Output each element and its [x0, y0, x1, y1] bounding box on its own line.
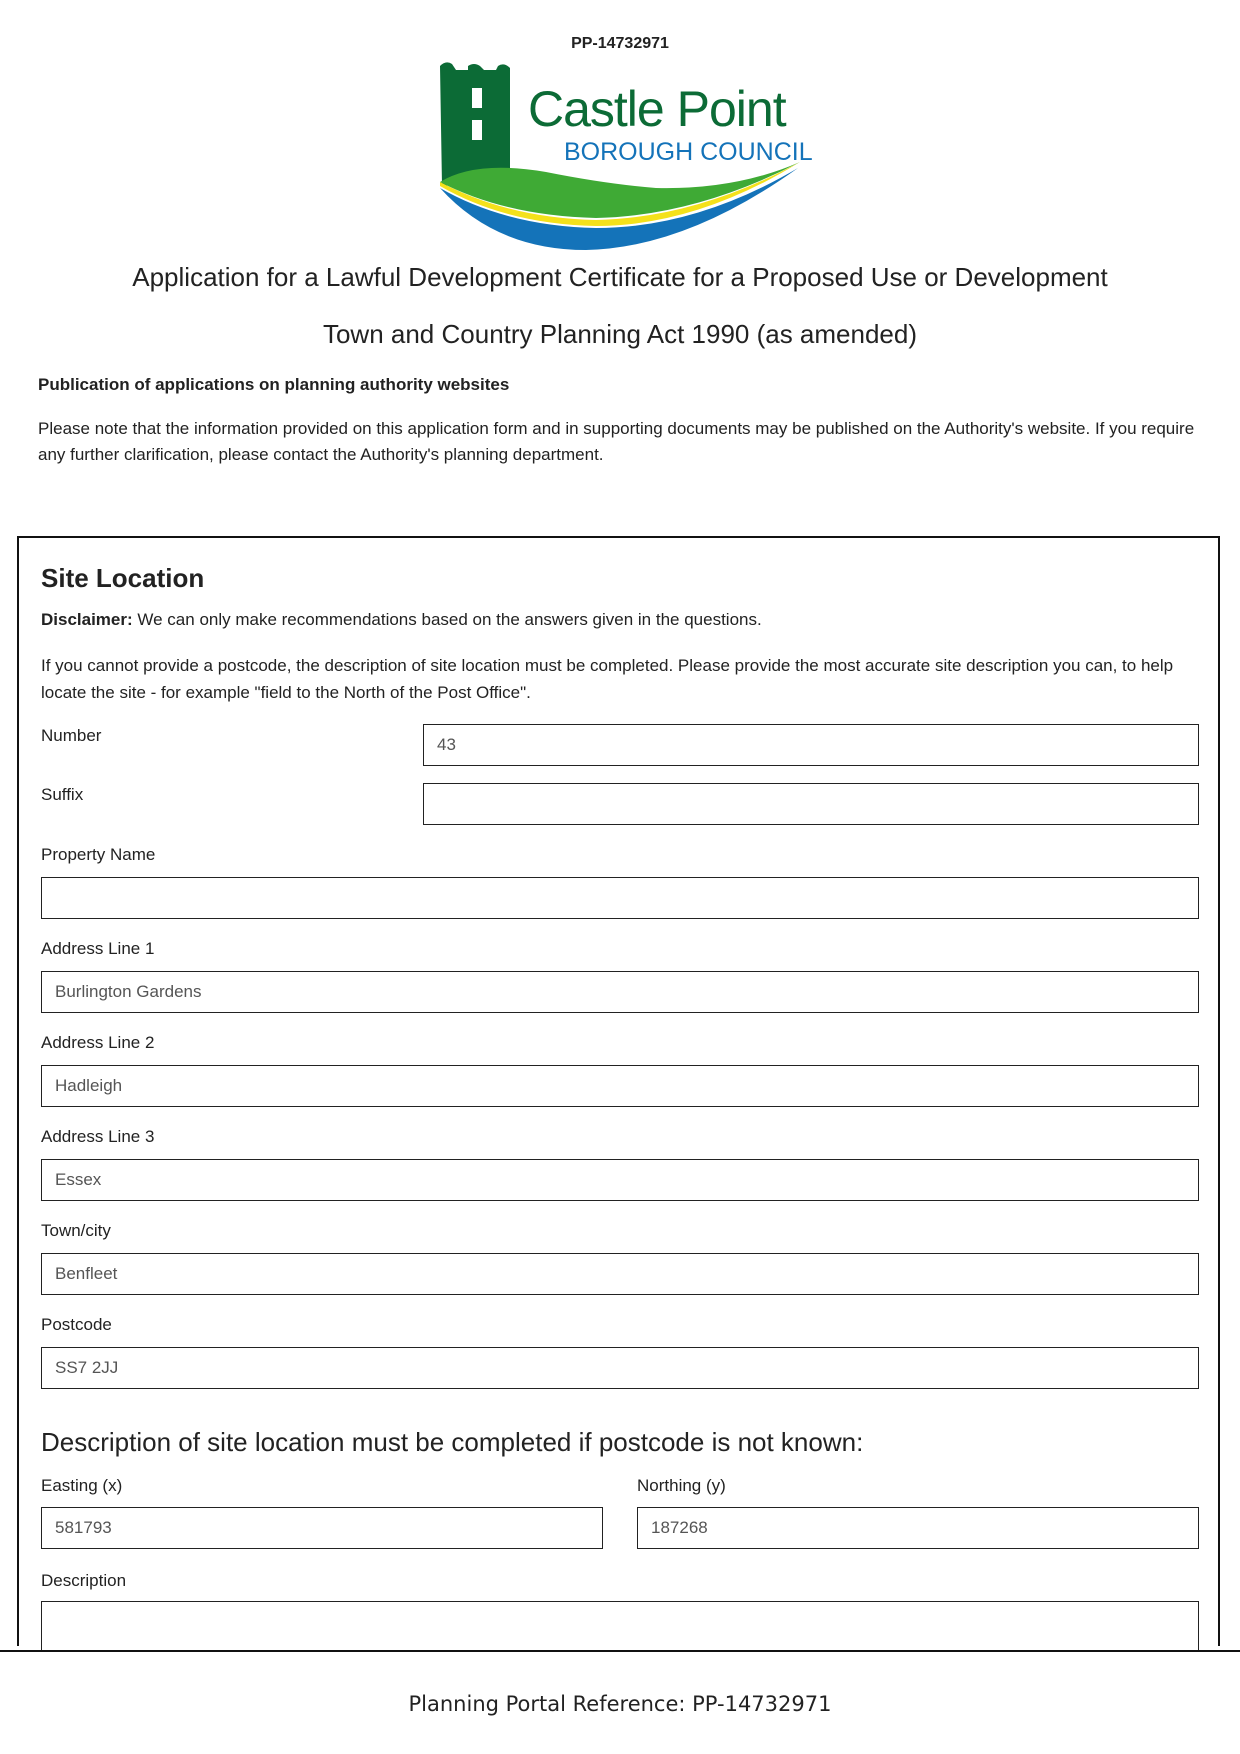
- suffix-field[interactable]: [423, 783, 1199, 825]
- postcode-field[interactable]: SS7 2JJ: [41, 1347, 1199, 1389]
- address-line-2-field[interactable]: Hadleigh: [41, 1065, 1199, 1107]
- northing-label: Northing (y): [637, 1476, 726, 1495]
- town-city-label: Town/city: [41, 1221, 111, 1240]
- postcode-label: Postcode: [41, 1315, 112, 1334]
- suffix-label: Suffix: [41, 785, 84, 804]
- address-line-1-field[interactable]: Burlington Gardens: [41, 971, 1199, 1013]
- description-field[interactable]: [41, 1601, 1199, 1650]
- footer-reference: Planning Portal Reference: PP-14732971: [408, 1692, 832, 1716]
- property-name-label: Property Name: [41, 845, 156, 864]
- address-line-2-label: Address Line 2: [41, 1033, 155, 1052]
- no-postcode-heading: Description of site location must be completed if postcode is not known:: [41, 1427, 864, 1457]
- property-name-field[interactable]: [41, 877, 1199, 919]
- footer-divider: [0, 1650, 1240, 1652]
- number-field[interactable]: 43: [423, 724, 1199, 766]
- page-subtitle: Town and Country Planning Act 1990 (as amended): [322, 319, 918, 349]
- easting-field[interactable]: 581793: [41, 1507, 603, 1549]
- publication-heading: Publication of applications on planning authority websites: [38, 375, 510, 394]
- address-line-3-field[interactable]: Essex: [41, 1159, 1199, 1201]
- logo-title: Castle Point: [528, 81, 786, 137]
- disclaimer: [41, 610, 762, 630]
- easting-label: Easting (x): [41, 1476, 123, 1495]
- address-line-1-label: Address Line 1: [41, 939, 155, 958]
- address-line-3-label: Address Line 3: [41, 1127, 155, 1146]
- page-title: Application for a Lawful Development Certificate for a Proposed Use or Development: [132, 262, 1108, 292]
- town-city-field[interactable]: Benfleet: [41, 1253, 1199, 1295]
- disclaimer-label: Disclaimer:: [41, 610, 133, 629]
- council-logo: [436, 60, 813, 256]
- disclaimer-text: We can only make recommendations based on the answers given in the questions.: [132, 610, 762, 629]
- section-title: Site Location: [41, 563, 205, 593]
- description-label: Description: [41, 1571, 127, 1590]
- logo-subtitle: BOROUGH COUNCIL: [564, 138, 813, 166]
- reference-number: PP-14732971: [571, 35, 669, 52]
- number-label: Number: [41, 726, 102, 745]
- publication-notice: Please note that the information provided on this application form and in supporting documents may be published on the Authority's website. If you require any further clarification, please contact the Authority's planning department.: [38, 419, 1195, 464]
- site-location-intro: If you cannot provide a postcode, the description of site location must be completed. Please provide the most accurate site description you can, to help locate the site - for example "field to the North of the Post Office".: [41, 656, 1174, 702]
- northing-field[interactable]: 187268: [637, 1507, 1199, 1549]
